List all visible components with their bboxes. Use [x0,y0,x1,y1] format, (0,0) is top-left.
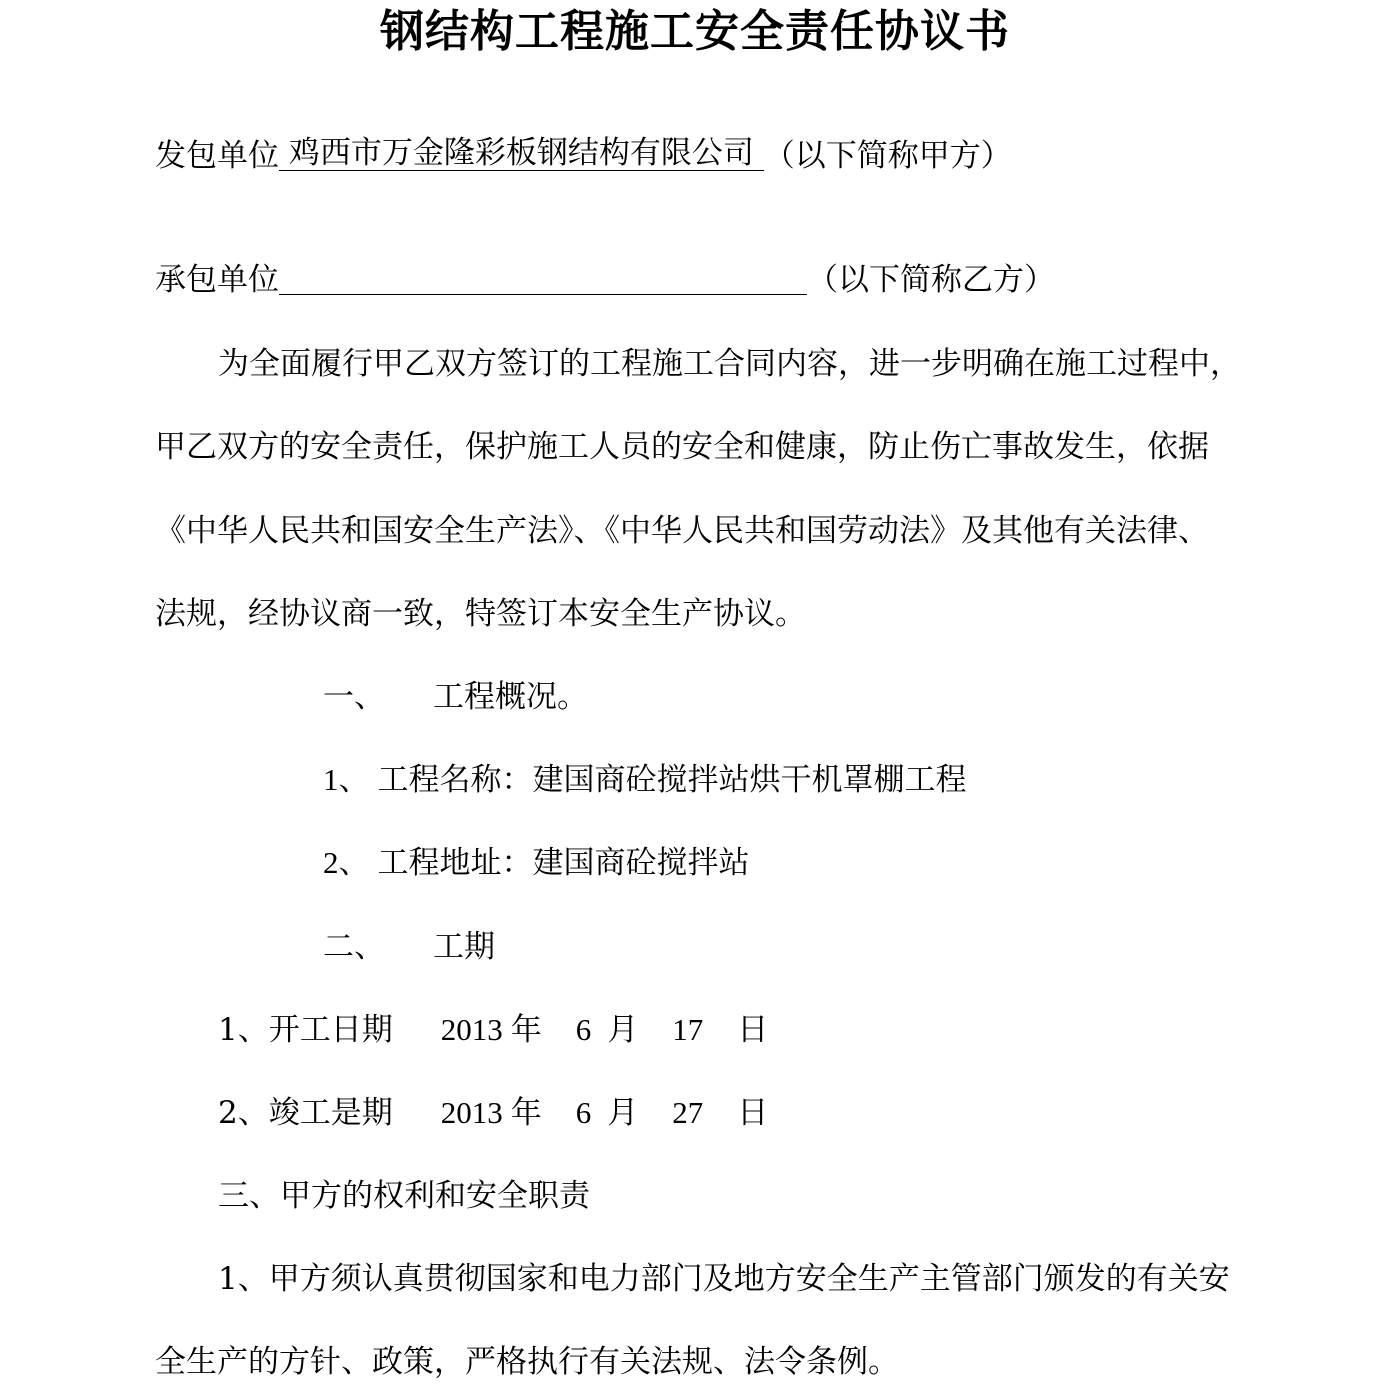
end-year-unit: 年 [510,1095,542,1131]
section-1-item-2-text: 工程地址：建国商砼搅拌站 [377,845,750,881]
end-day: 27 [672,1095,704,1130]
start-day-unit: 日 [737,1012,769,1048]
section-2-number: 二、 [323,929,385,965]
end-month: 6 [575,1095,592,1130]
end-month-unit: 月 [607,1095,639,1131]
section-1-item-1-text: 工程名称：建国商砼搅拌站烘干机罩棚工程 [377,762,967,798]
start-date-line [218,1010,768,1050]
end-year: 2013 [440,1095,503,1130]
end-day-unit: 日 [737,1095,769,1131]
document-title: 钢结构工程施工安全责任协议书 [380,6,1010,57]
section-3-para-1-line-2: 全生产的方针、政策，严格执行有关法规、法令条例。 [155,1344,899,1380]
start-year: 2013 [440,1012,503,1047]
section-2-title: 工期 [433,929,495,965]
party-a-name: 鸡西市万金隆彩板钢结构有限公司 [279,135,764,171]
section-1-item-2-number: 2、 [323,845,370,880]
section-1-item-1 [323,760,967,800]
party-b-suffix: （以下简称乙方） [807,262,1055,298]
end-date-label: 2、竣工是期 [218,1095,393,1131]
party-a-label: 发包单位 [155,138,279,174]
party-b-label: 承包单位 [155,262,279,298]
section-1-number: 一、 [323,679,385,715]
start-day: 17 [672,1012,704,1047]
intro-line-2: 甲乙双方的安全责任，保护施工人员的安全和健康，防止伤亡事故发生，依据 [155,429,1209,465]
intro-line-1: 为全面履行甲乙双方签订的工程施工合同内容，进一步明确在施工过程中， [218,346,1241,382]
section-3-heading: 三、甲方的权利和安全职责 [218,1178,590,1214]
party-a-suffix: （以下简称甲方） [763,138,1012,174]
section-1-item-1-number: 1、 [323,762,370,797]
start-month: 6 [575,1012,592,1047]
party-b-line [155,260,1055,300]
section-1-item-2 [323,843,750,883]
section-2-heading [323,927,495,967]
start-month-unit: 月 [607,1012,639,1048]
party-b-name-blank [279,260,807,295]
start-date-label: 1、开工日期 [218,1012,393,1048]
section-1-title: 工程概况。 [433,679,588,715]
start-year-unit: 年 [510,1012,542,1048]
intro-line-4: 法规，经协议商一致，特签订本安全生产协议。 [155,596,806,632]
party-a-line [155,136,1012,176]
section-3-para-1-line-1: 1、甲方须认真贯彻国家和电力部门及地方安全生产主管部门颁发的有关安 [218,1261,1230,1297]
end-date-line [218,1093,768,1133]
intro-line-3: 《中华人民共和国安全生产法》、《中华人民共和国劳动法》及其他有关法律、 [155,513,1209,549]
section-1-heading [323,677,588,717]
